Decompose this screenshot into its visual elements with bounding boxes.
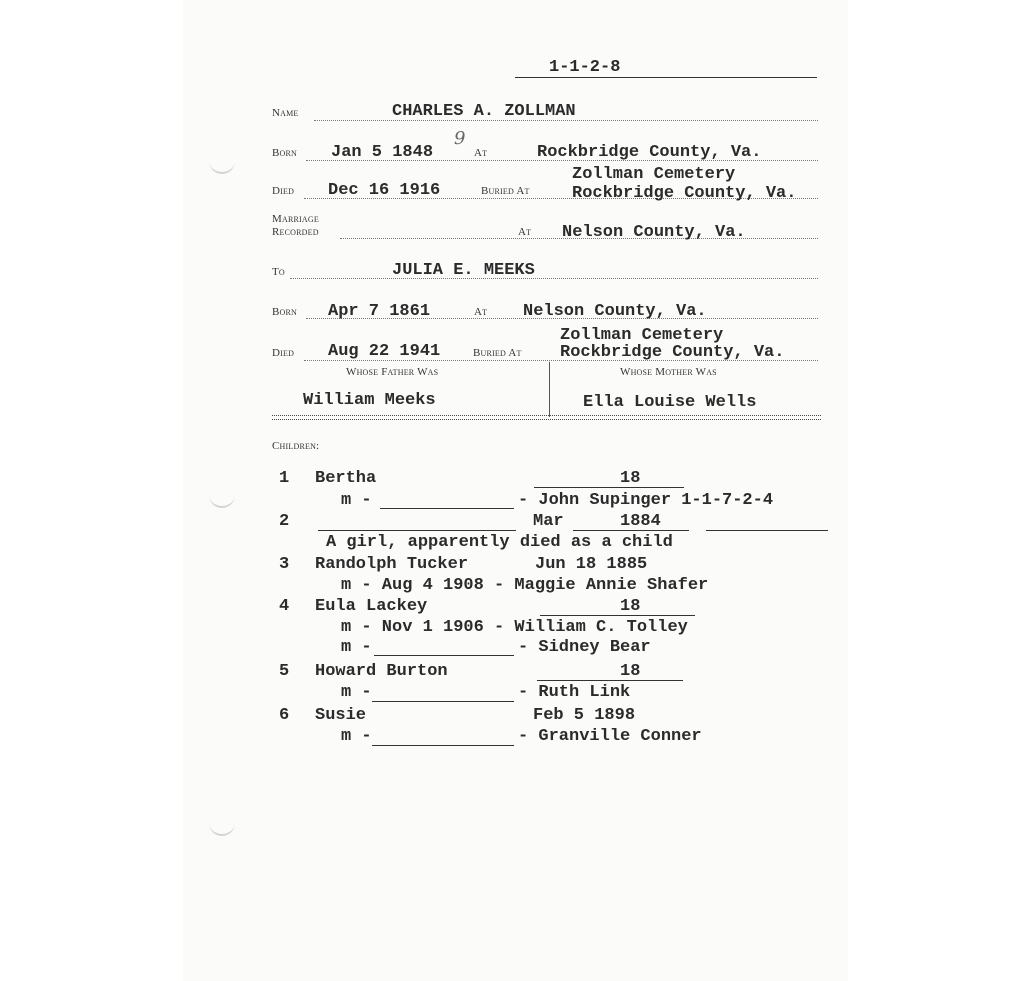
child-name: Susie	[315, 706, 367, 725]
to-label: To	[272, 266, 285, 278]
spouse-born-label: Born	[272, 306, 298, 318]
child-number: 2	[279, 512, 290, 531]
child-spouse: - Ruth Link	[518, 683, 631, 702]
child-month: Mar	[533, 512, 564, 531]
spouse-mother: Ella Louise Wells	[583, 393, 757, 412]
child-year: 18	[620, 469, 641, 488]
spouse-name: JULIA E. MEEKS	[392, 261, 535, 280]
spouse-buried-at-label: Buried At	[473, 347, 522, 359]
father-label: Whose Father Was	[346, 366, 439, 378]
child-marriage: m -	[341, 491, 372, 510]
spouse-born-at-label: At	[474, 306, 488, 318]
born-correction: 9	[454, 128, 466, 149]
child-extra-line	[706, 530, 828, 531]
child-number: 3	[279, 555, 290, 574]
child-year: 18	[620, 597, 641, 616]
spouse-father: William Meeks	[303, 391, 436, 410]
child-year: 18	[620, 662, 641, 681]
person-born-date: Jan 5 1848	[331, 143, 434, 162]
marriage-date-line	[372, 745, 514, 746]
born-label: Born	[272, 147, 298, 159]
recorded-label: Recorded	[272, 226, 319, 238]
child-birth-date: Jun 18 1885	[535, 555, 648, 574]
mother-label: Whose Mother Was	[620, 366, 717, 378]
marriage-date-line	[372, 701, 514, 702]
child-year-line	[534, 487, 684, 488]
to-line	[290, 278, 818, 279]
child-year-line	[540, 615, 695, 616]
spouse-buried-line1: Zollman Cemetery	[560, 326, 724, 345]
child-note: A girl, apparently died as a child	[326, 533, 673, 552]
marriage-recorded-place: Nelson County, Va.	[562, 223, 746, 242]
spouse-born-place: Nelson County, Va.	[523, 302, 707, 321]
child-number: 6	[279, 706, 290, 725]
child-marriage: m -	[341, 683, 372, 702]
parents-divider	[549, 362, 550, 417]
parents-rule-1	[272, 415, 821, 416]
child-year-line	[537, 680, 683, 681]
card-id: 1-1-2-8	[549, 58, 621, 77]
child-number: 4	[279, 597, 290, 616]
recorded-at-label: At	[518, 226, 532, 238]
person-name: CHARLES A. ZOLLMAN	[392, 102, 576, 121]
child-year: 1884	[620, 512, 661, 531]
card-id-rule	[515, 77, 817, 78]
person-buried-line1: Zollman Cemetery	[572, 165, 736, 184]
child-name: Eula Lackey	[315, 597, 428, 616]
parents-rule-2	[272, 419, 821, 420]
spouse-died-date: Aug 22 1941	[328, 342, 441, 361]
child-spouse: - Sidney Bear	[518, 638, 651, 657]
child-name: Howard Burton	[315, 662, 448, 681]
buried-at-label: Buried At	[481, 185, 530, 197]
born-at-label: At	[474, 147, 488, 159]
child-marriage: m -	[341, 638, 372, 657]
child-name: Bertha	[315, 469, 377, 488]
child-marriage: m - Nov 1 1906 - William C. Tolley	[341, 618, 688, 637]
marriage-label: Marriage	[272, 213, 319, 225]
child-marriage: m - Aug 4 1908 - Maggie Annie Shafer	[341, 576, 709, 595]
died-label: Died	[272, 185, 295, 197]
person-born-place: Rockbridge County, Va.	[537, 143, 762, 162]
spouse-buried-line2: Rockbridge County, Va.	[560, 343, 785, 362]
child-number: 5	[279, 662, 290, 681]
person-died-date: Dec 16 1916	[328, 181, 441, 200]
child-number: 1	[279, 469, 290, 488]
spouse-born-date: Apr 7 1861	[328, 302, 431, 321]
spouse-died-label: Died	[272, 347, 295, 359]
child-birth-date: Feb 5 1898	[533, 706, 636, 725]
child-marriage: m -	[341, 727, 372, 746]
children-label: Children:	[272, 440, 320, 452]
child-spouse: - Granville Conner	[518, 727, 702, 746]
child-spouse: - John Supinger 1-1-7-2-4	[518, 491, 774, 510]
child-name: Randolph Tucker	[315, 555, 469, 574]
child-name-line	[318, 530, 516, 531]
person-buried-line2: Rockbridge County, Va.	[572, 184, 797, 203]
marriage-date-line	[380, 508, 514, 509]
name-label: Name	[272, 107, 299, 119]
marriage-date-line	[374, 655, 514, 656]
